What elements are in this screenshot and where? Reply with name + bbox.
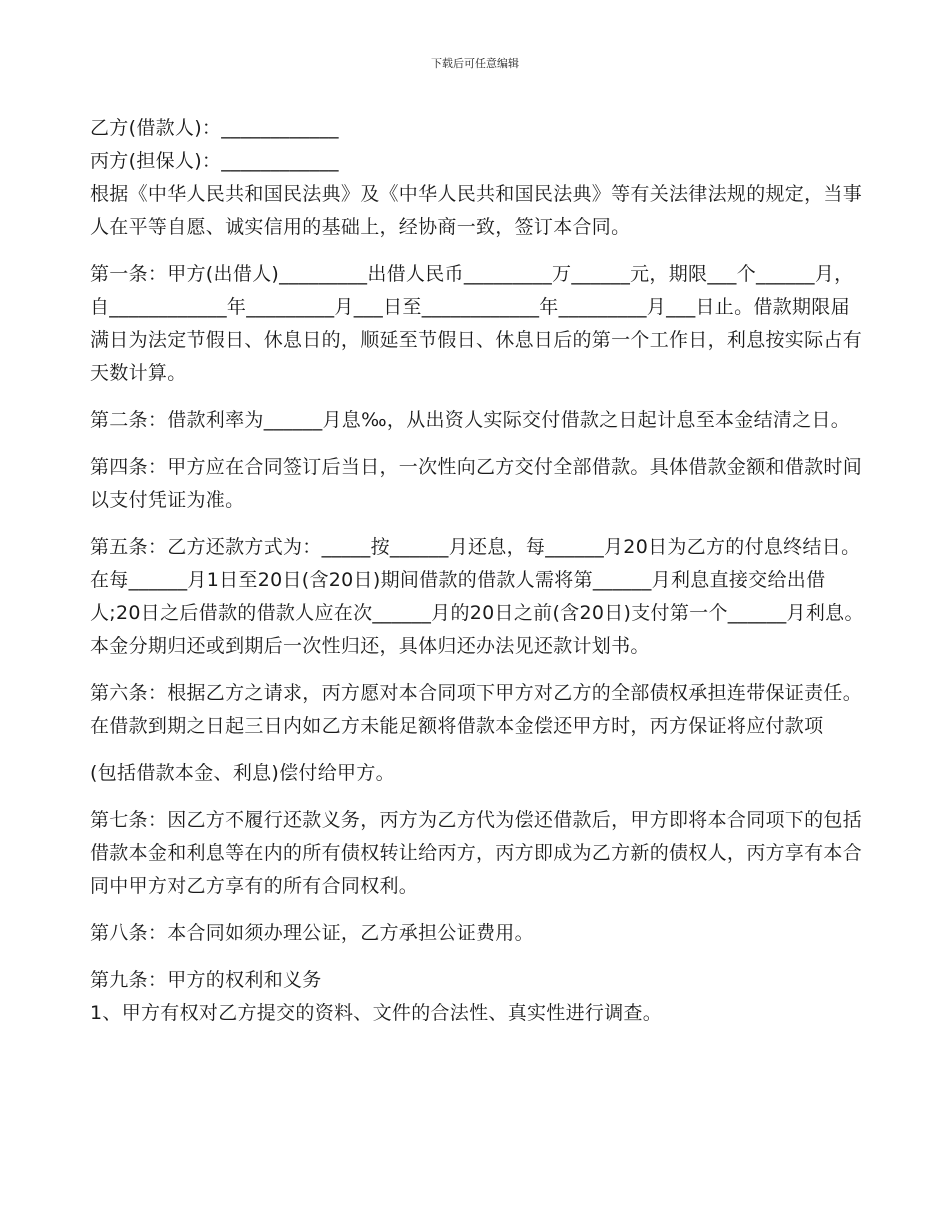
article-8: 第八条：本合同如须办理公证，乙方承担公证费用。 — [90, 922, 534, 944]
page-header: 下载后可任意编辑 — [431, 57, 519, 70]
article-5: 第五条：乙方还款方式为：_____按______月还息，每______月20日为乙方的付息终结日。在每______月1日至20日(含20日)期间借款的借款人需将第______月利息直接交给出借人;20日之后借款的借款人应在次______月的20日之前(含20日)支付第一个______月利息。本金分期归还或到期后一次性归还，具体归还办法见还款计划书。 — [90, 536, 864, 657]
article-2: 第二条：借款利率为______月息‰，从出资人实际交付借款之日起计息至本金结清之日。 — [90, 409, 851, 431]
article-6-continued: (包括借款本金、利息)偿付给甲方。 — [90, 762, 395, 784]
article-9-item-1: 1、甲方有权对乙方提交的资料、文件的合法性、真实性进行调查。 — [90, 1002, 663, 1024]
article-6: 第六条：根据乙方之请求，丙方愿对本合同项下甲方对乙方的全部债权承担连带保证责任。在借款到期之日起三日内如乙方未能足额将借款本金偿还甲方时，丙方保证将应付款项 — [90, 682, 863, 737]
article-1: 第一条：甲方(出借人)_________出借人民币_________万______元，期限___个______月，自____________年_________月___日至____________年_________月___日止。借款期限届满日为法定节假日、休息日的，顺延至节假日、休息日后的第一个工作日，利息按实际占有天数计算。 — [90, 263, 863, 384]
article-9-heading: 第九条：甲方的权利和义务 — [90, 969, 322, 991]
article-4: 第四条：甲方应在合同签订后当日，一次性向乙方交付全部借款。具体借款金额和借款时间以支付凭证为准。 — [90, 456, 863, 511]
party-b-line: 乙方(借款人)：____________ — [90, 117, 339, 139]
party-c-line: 丙方(担保人)：____________ — [90, 150, 339, 172]
preamble: 根据《中华人民共和国民法典》及《中华人民共和国民法典》等有关法律法规的规定，当事人在平等自愿、诚实信用的基础上，经协商一致，签订本合同。 — [90, 183, 863, 238]
article-7: 第七条：因乙方不履行还款义务，丙方为乙方代为偿还借款后，甲方即将本合同项下的包括借款本金和利息等在内的所有债权转让给丙方，丙方即成为乙方新的债权人，丙方享有本合同中甲方对乙方享有的所有合同权利。 — [90, 809, 863, 897]
contract-body — [90, 112, 865, 1030]
